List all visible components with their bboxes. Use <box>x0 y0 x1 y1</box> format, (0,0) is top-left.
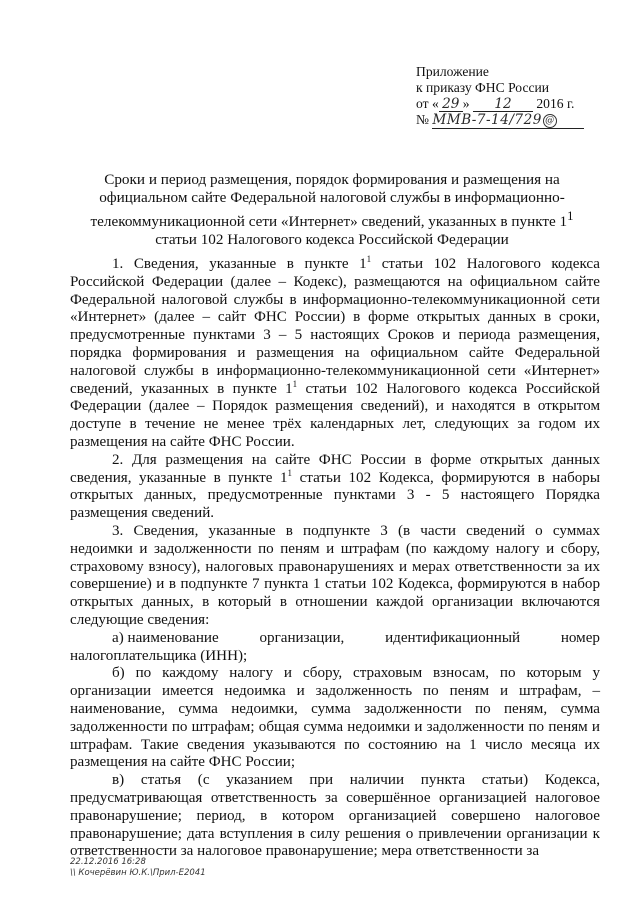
paragraph-2: 2. Для размещения на сайте ФНС России в форме открытых данных сведения, указанные в пункте $1^1$ статьи 102 Кодекса, формируются в наборы открытых данных, предусмотренные пунктами 3 - 5 настоящего Порядка размещения сведений. <box>70 451 600 522</box>
list-item-b: б) по каждому налогу и сбору, страховым взносам, по которым у организации имеется недоимка и задолженность по пеням и штрафам, – наименование, сумма недоимки, сумма задолженности по пеням, сумма задолженности по штрафам; общая сумма недоимки и задолженности по пеням и штрафам. Такие сведения указываются по состоянию на 1 число месяца их размещения на сайте ФНС России; <box>70 665 600 771</box>
handwritten-day: 29 <box>439 97 463 112</box>
title-line-3: телекоммуникационной сети «Интернет» сведений, указанных в пункте $1^1$ <box>90 209 574 231</box>
title-line-4: статьи 102 Налогового кодекса Российской Федерации <box>155 231 509 249</box>
handwritten-order-number: ММВ-7-14/729 @ <box>432 113 584 129</box>
paragraph-1: 1. Сведения, указанные в пункте $1^1$ статьи 102 Налогового кодекса Российской Федерации (далее – Кодекс), размещаются на официальном сайте Федеральной налоговой службы в информационно-телекоммуникационной сети «Интернет» (далее – сайт ФНС России) в форме открытых данных в сроки, предусмотренные пунктами 3 – 5 настоящих Сроков и периода размещения, порядка формирования и размещения на официальном сайте Федеральной налоговой службы в информационно-телекоммуникационной сети «Интернет» сведений, указанных в пункте $1^1$ статьи 102 Налогового кодекса Российской Федерации (далее – Порядок размещения сведений), и находятся в открытом доступе в течение не менее трёх календарных лет, следующих за годом их размещения на сайте ФНС России. <box>70 254 600 450</box>
list-item-c: в) статья (с указанием при наличии пункта статьи) Кодекса, предусматривающая ответственность за совершённое организацией налоговое правонарушение; период, в котором организацией совершено налоговое правонарушение; дата вступления в силу решения о привлечении организации к ответственности за налоговое правонарушение; мера ответственности за <box>70 772 600 860</box>
appendix-date: от « 29 » 12 2016 г. <box>416 96 575 112</box>
title-line-1: Сроки и период размещения, порядок формирования и размещения на <box>104 171 560 188</box>
paragraph-3: 3. Сведения, указанные в подпункте 3 (в части сведений о суммах недоимки и задолженности по пеням и штрафам (по каждому налогу и сбору, страховому взносу), налоговых правонарушениях и мерах ответственности за их совершение) и в подпункте 7 пункта 1 статьи 102 Кодекса, формируются в набор открытых данных, в который в отношении каждой организации включаются следующие сведения: <box>70 522 600 628</box>
appendix-year: 2016 г. <box>536 96 575 111</box>
footer-timestamp: 22.12.2016 16:28 <box>70 857 146 867</box>
appendix-label: Приложение <box>416 64 489 79</box>
at-sign-circle: @ <box>543 114 557 128</box>
print-footer <box>70 857 206 879</box>
appendix-header <box>416 64 616 129</box>
list-item-a-continuation: налогоплательщика (ИНН); <box>70 647 248 664</box>
appendix-number: № ММВ-7-14/729 @ <box>416 112 616 129</box>
document-title <box>68 171 596 249</box>
list-item-a: а) наименование организации, идентификационный номер <box>112 629 600 646</box>
appendix-order-ref: к приказу ФНС России <box>416 80 550 95</box>
footer-file-path: \\ Кочерёвин Ю.К.\Прил-Е2041 <box>70 868 206 878</box>
document-body <box>70 256 600 861</box>
handwritten-month: 12 <box>473 97 533 112</box>
title-line-2: официальном сайте Федеральной налоговой службы в информационно- <box>99 189 565 206</box>
